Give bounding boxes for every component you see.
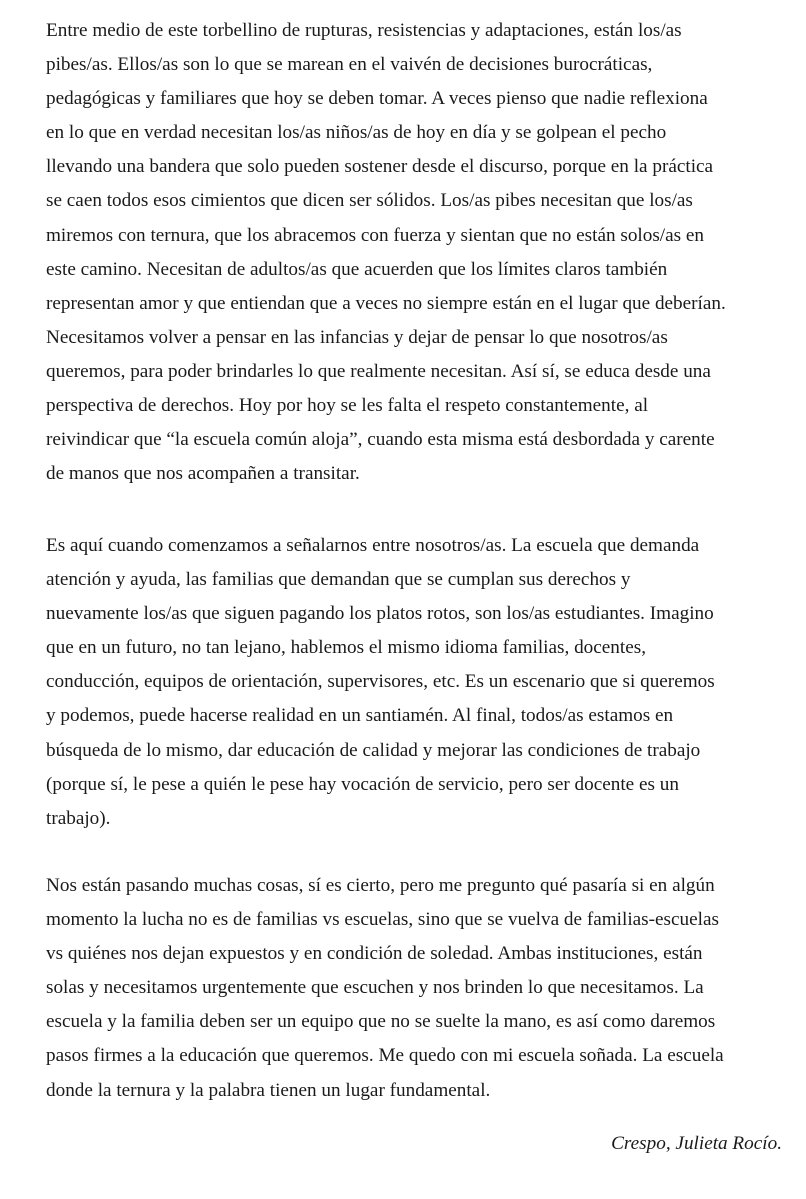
- paragraph-line: de manos que nos acompañen a transitar.: [46, 463, 360, 485]
- paragraph-line: representan amor y que entiendan que a veces no siempre están en el lugar que deberían.: [46, 292, 726, 314]
- paragraph-line: Necesitamos volver a pensar en las infancias y dejar de pensar lo que nosotros/as: [46, 326, 668, 348]
- paragraph-line: conducción, equipos de orientación, supervisores, etc. Es un escenario que si queremos: [46, 671, 715, 693]
- paragraph-line: queremos, para poder brindarles lo que realmente necesitan. Así sí, se educa desde una: [46, 360, 711, 382]
- paragraph-line: atención y ayuda, las familias que demandan que se cumplan sus derechos y: [46, 569, 631, 591]
- paragraph-line: donde la ternura y la palabra tienen un lugar fundamental.: [46, 1079, 491, 1101]
- paragraph-line: vs quiénes nos dejan expuestos y en condición de soledad. Ambas instituciones, están: [46, 943, 703, 965]
- paragraph-line: y podemos, puede hacerse realidad en un santiamén. Al final, todos/as estamos en: [46, 705, 674, 727]
- paragraph-line: miremos con ternura, que los abracemos con fuerza y sientan que no están solos/as en: [46, 224, 705, 246]
- paragraph-line: momento la lucha no es de familias vs escuelas, sino que se vuelva de familias-escuelas: [46, 909, 719, 931]
- paragraph-line: perspectiva de derechos. Hoy por hoy se les falta el respeto constantemente, al: [46, 395, 649, 417]
- paragraph-3: [46, 869, 786, 1108]
- paragraph-line: escuela y la familia deben ser un equipo que no se suelte la mano, es así como daremos: [46, 1011, 716, 1033]
- paragraph-line: en lo que en verdad necesitan los/as niños/as de hoy en día y se golpean el pecho: [46, 122, 667, 144]
- paragraph-line: llevando una bandera que solo pueden sostener desde el discurso, porque en la práctica: [46, 156, 714, 178]
- paragraph-line: se caen todos esos cimientos que dicen ser sólidos. Los/as pibes necesitan que los/as: [46, 190, 693, 212]
- paragraph-line: búsqueda de lo mismo, dar educación de calidad y mejorar las condiciones de trabajo: [46, 739, 701, 761]
- paragraph-line: Entre medio de este torbellino de rupturas, resistencias y adaptaciones, están los/as: [46, 20, 682, 41]
- paragraph-line: reivindicar que “la escuela común aloja”, cuando esta misma está desbordada y carente: [46, 429, 715, 451]
- author-signature: Crespo, Julieta Rocío.: [611, 1133, 782, 1154]
- paragraph-line: (porque sí, le pese a quién le pese hay vocación de servicio, pero ser docente es un: [46, 773, 679, 795]
- paragraph-line: pedagógicas y familiares que hoy se deben tomar. A veces pienso que nadie reflexiona: [46, 88, 708, 110]
- paragraph-line: este camino. Necesitan de adultos/as que acuerden que los límites claros también: [46, 258, 668, 280]
- paragraph-2: [46, 529, 786, 836]
- paragraph-line: solas y necesitamos urgentemente que escuchen y nos brinden lo que necesitamos. La: [46, 977, 704, 999]
- paragraph-line: pasos firmes a la educación que queremos. Me quedo con mi escuela soñada. La escuela: [46, 1045, 724, 1067]
- paragraph-line: pibes/as. Ellos/as son lo que se marean en el vaivén de decisiones burocráticas,: [46, 54, 653, 76]
- paragraph-line: trabajo).: [46, 807, 111, 829]
- paragraph-line: que en un futuro, no tan lejano, hablemos el mismo idioma familias, docentes,: [46, 637, 647, 659]
- paragraph-1: [46, 14, 786, 491]
- paragraph-line: Nos están pasando muchas cosas, sí es cierto, pero me pregunto qué pasaría si en algún: [46, 875, 715, 896]
- paragraph-line: nuevamente los/as que siguen pagando los platos rotos, son los/as estudiantes. Imagino: [46, 603, 714, 625]
- paragraph-line: Es aquí cuando comenzamos a señalarnos entre nosotros/as. La escuela que demanda: [46, 535, 700, 556]
